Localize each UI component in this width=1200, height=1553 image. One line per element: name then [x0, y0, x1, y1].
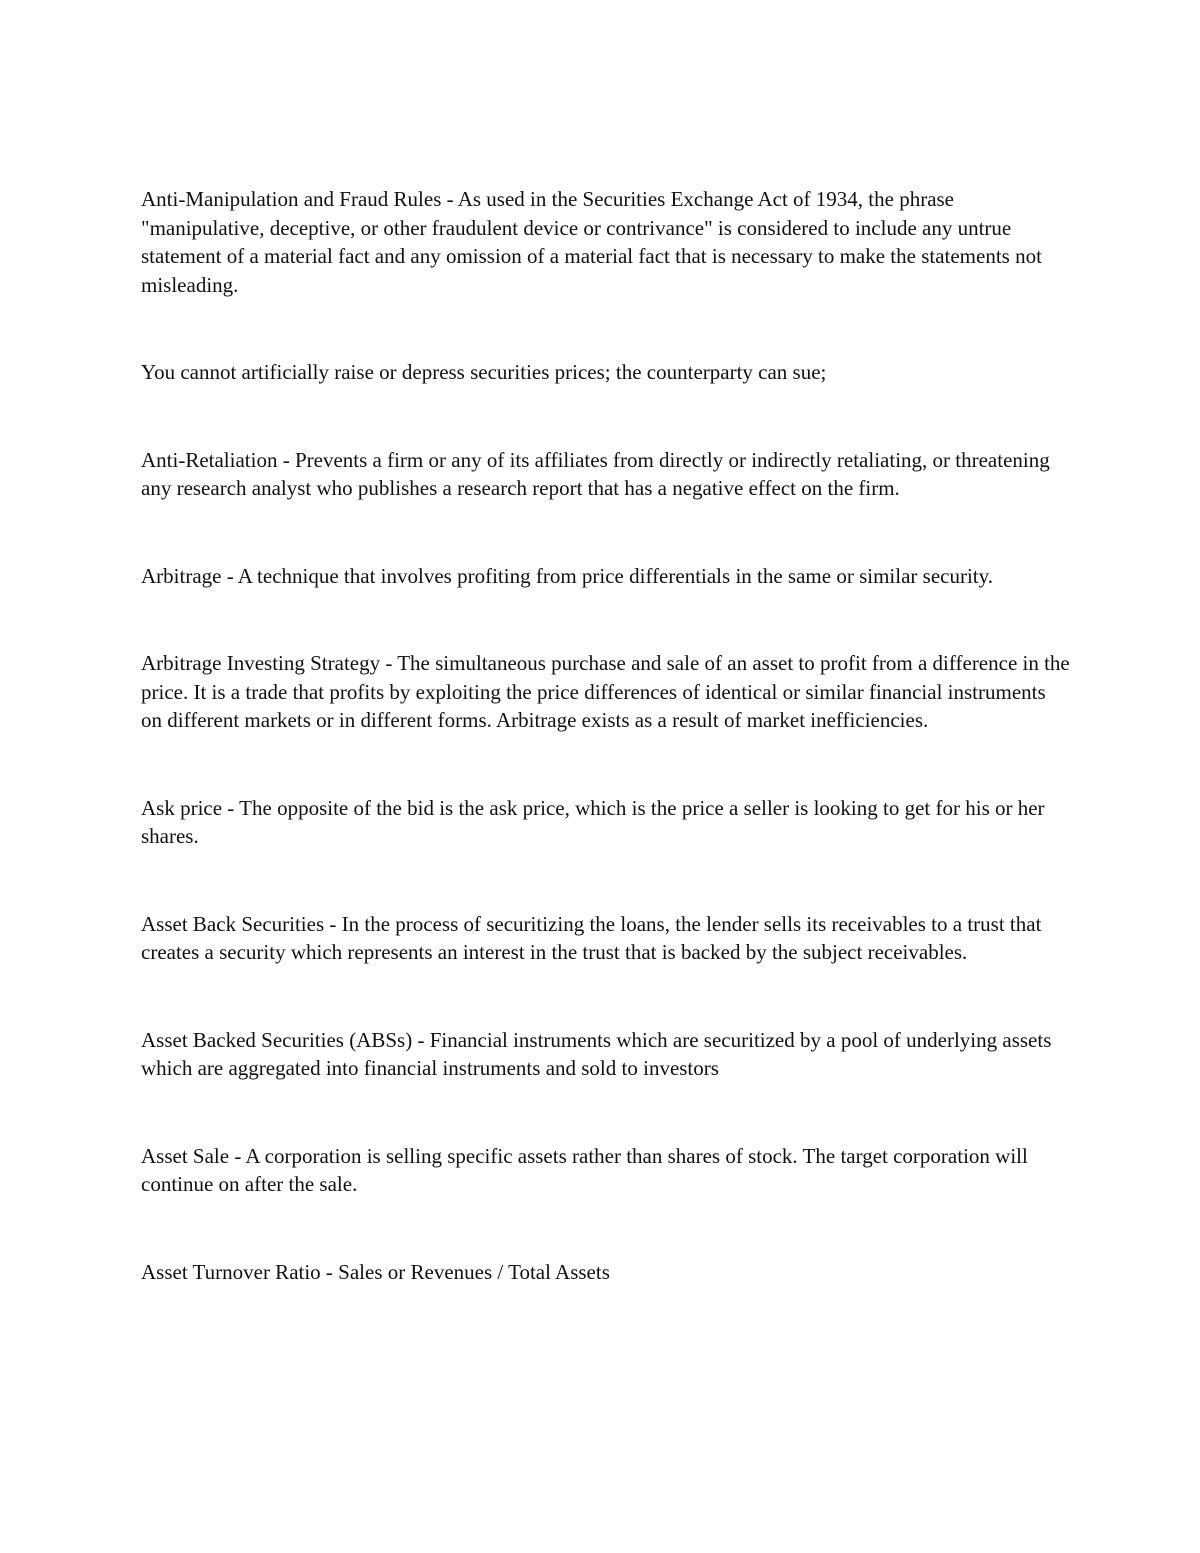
glossary-entry: Asset Turnover Ratio - Sales or Revenues / Total Assets [141, 1259, 610, 1284]
glossary-entry: Arbitrage Investing Strategy - The simultaneous purchase and sale of an asset to profit from a difference in the price. It is a trade that profits by exploiting the price differences of identical or similar financial instruments on different markets or in different forms. Arbitrage exists as a result of market inefficiencies. [141, 651, 1070, 732]
glossary-entry: Asset Sale - A corporation is selling specific assets rather than shares of stock. The target corporation will continue on after the sale. [141, 1143, 1028, 1196]
glossary-entry: Ask price - The opposite of the bid is the ask price, which is the price a seller is looking to get for his or her shares. [141, 795, 1045, 848]
glossary-entry: Asset Backed Securities (ABSs) - Financial instruments which are securitized by a pool of underlying assets which are aggregated into financial instruments and sold to investors [141, 1027, 1052, 1080]
glossary-entry: Anti-Manipulation and Fraud Rules - As used in the Securities Exchange Act of 1934, the phrase "manipulative, deceptive, or other fraudulent device or contrivance" is considered to include any untrue statement of a material fact and any omission of a material fact that is necessary to make the statements not misleading. [141, 187, 1042, 297]
glossary-entry: Asset Back Securities - In the process of securitizing the loans, the lender sells its receivables to a trust that creates a security which represents an interest in the trust that is backed by the subject receivables. [141, 911, 1042, 964]
glossary-entry: Arbitrage - A technique that involves profiting from price differentials in the same or similar security. [141, 563, 994, 588]
glossary-entries [141, 185, 1071, 1286]
glossary-entry: You cannot artificially raise or depress securities prices; the counterparty can sue; [141, 360, 827, 384]
glossary-entry: Anti-Retaliation - Prevents a firm or any of its affiliates from directly or indirectly retaliating, or threatening any research analyst who publishes a research report that has a negative effect on the firm. [141, 447, 1050, 500]
